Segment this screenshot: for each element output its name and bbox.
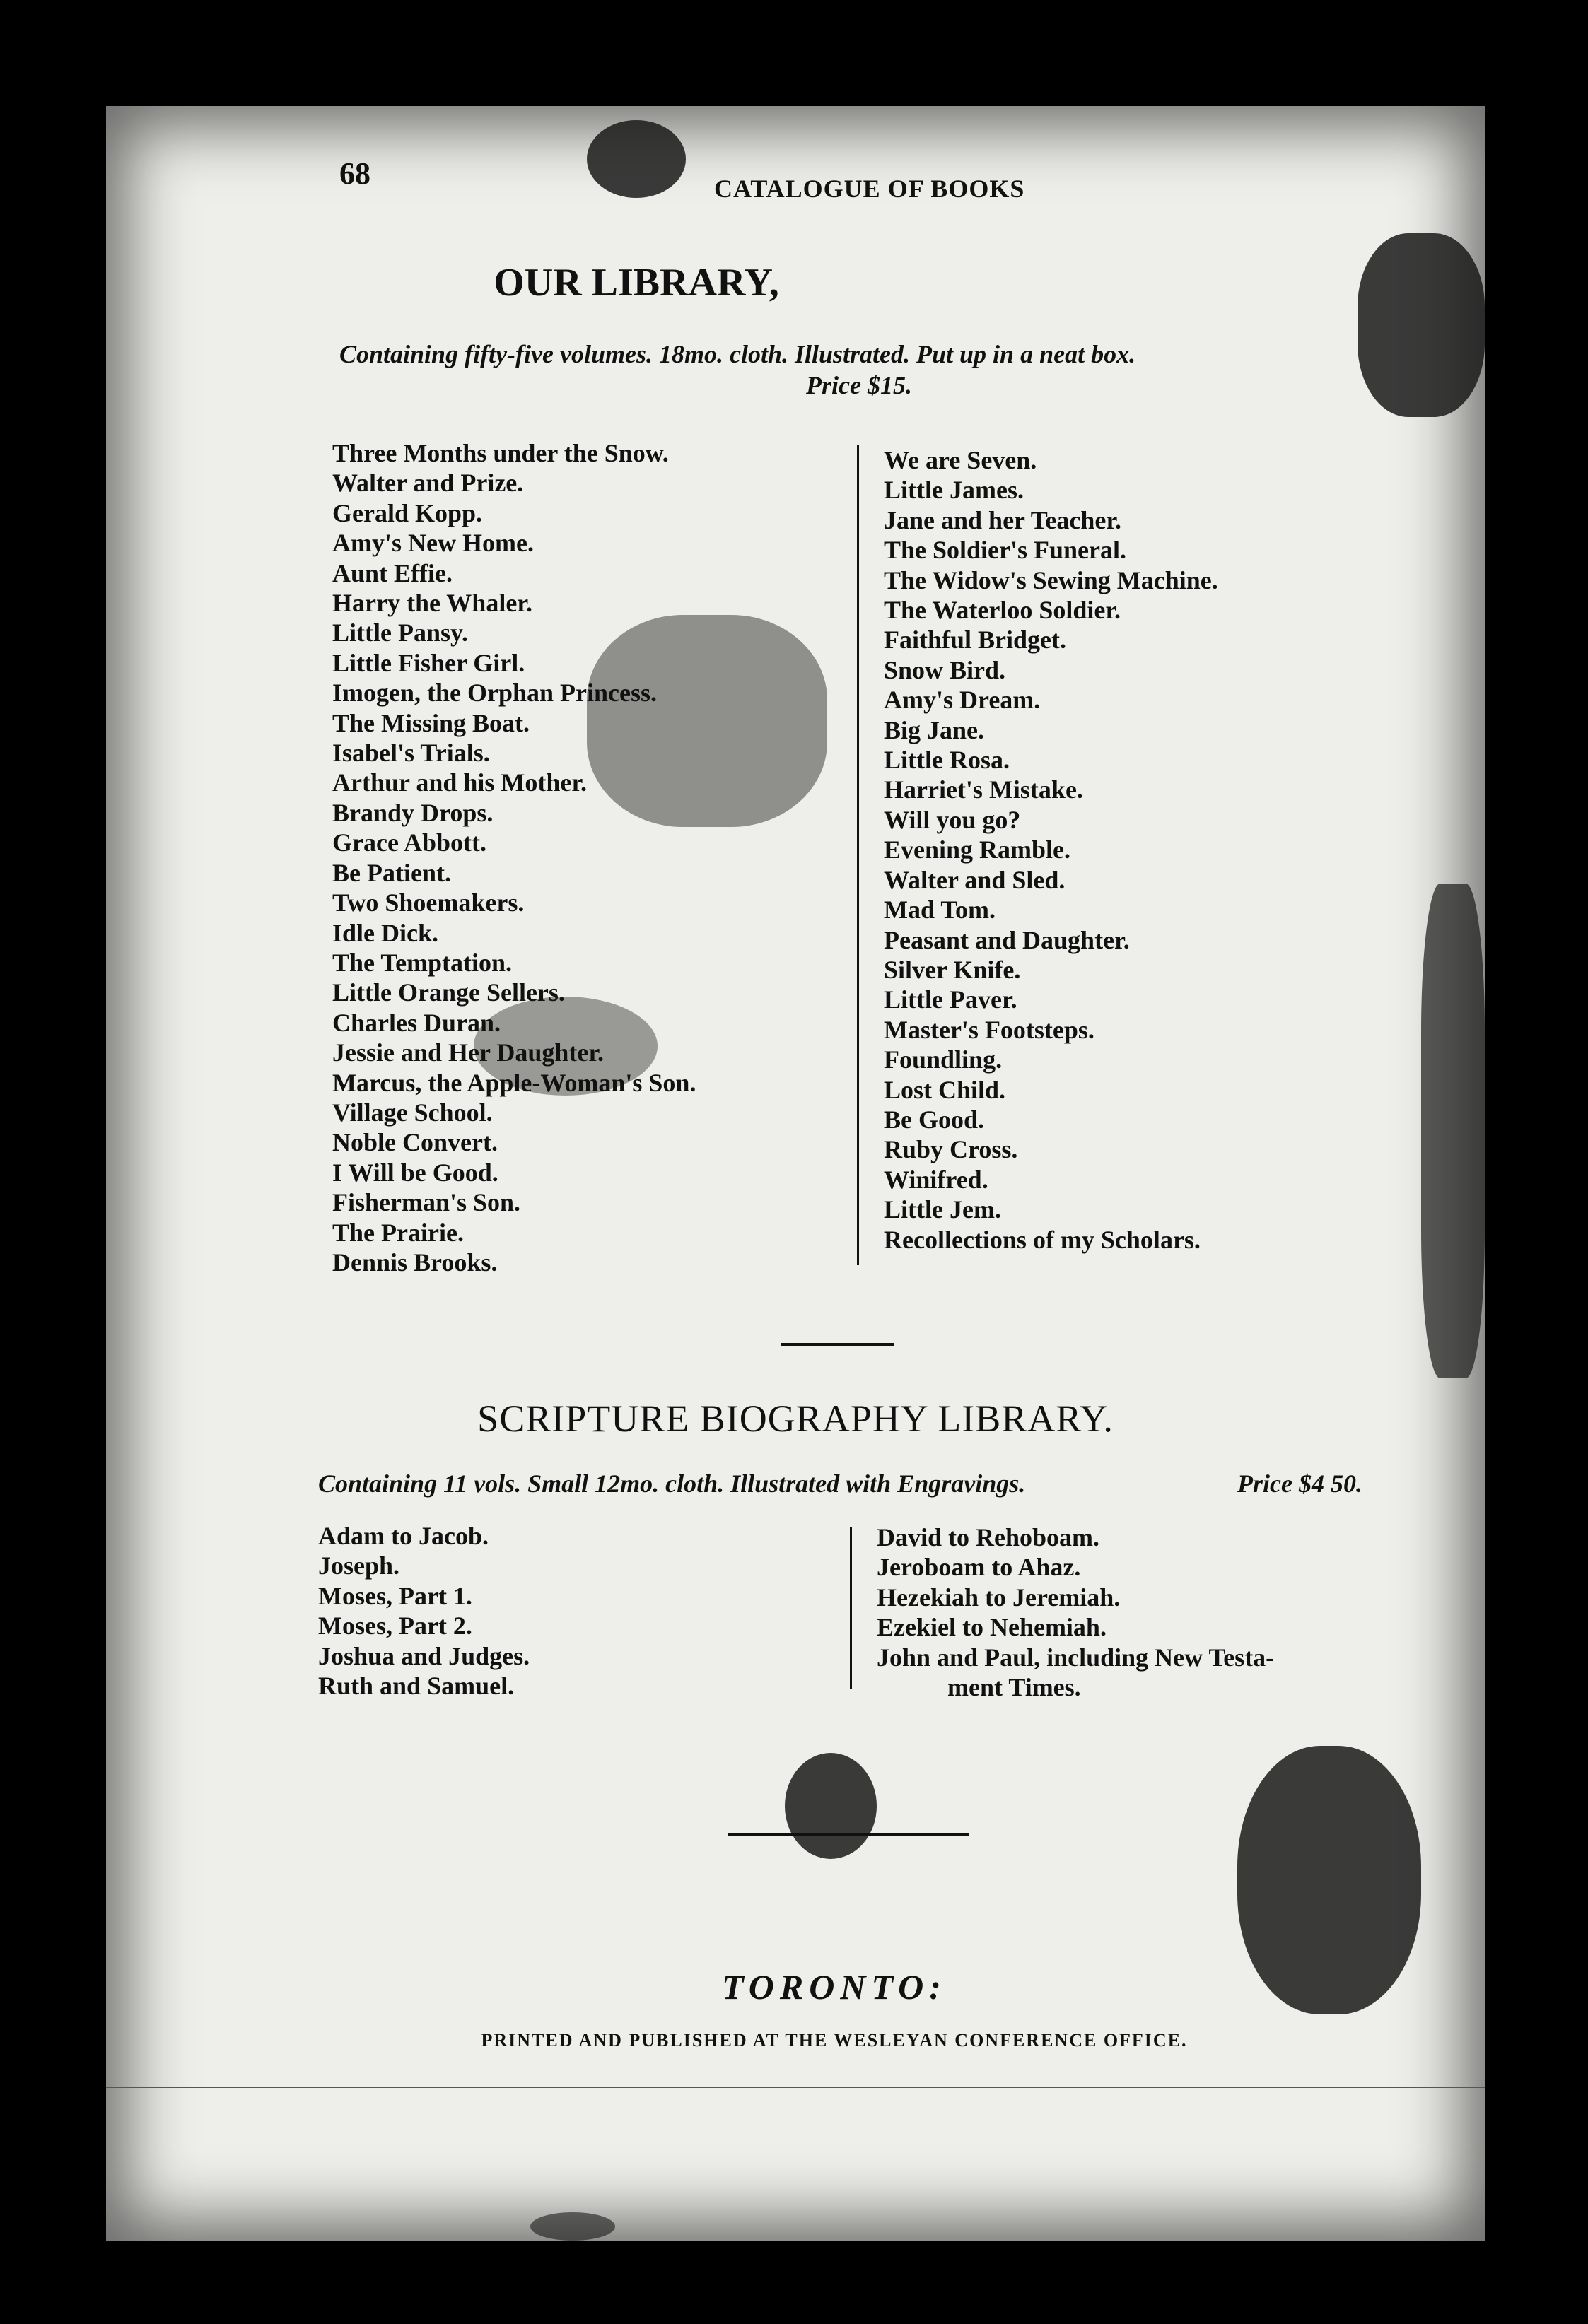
scripture-library-description: Containing 11 vols. Small 12mo. cloth. Illustrated with Engravings. (318, 1469, 1026, 1498)
list-item: Adam to Jacob. (318, 1522, 489, 1550)
our-library-title: OUR LIBRARY, (494, 261, 779, 305)
list-item: Snow Bird. (884, 655, 1006, 684)
imprint-line: PRINTED AND PUBLISHED AT THE WESLEYAN CONFERENCE OFFICE. (481, 2030, 1188, 2050)
list-item: Big Jane. (884, 715, 985, 744)
list-item: Little James. (884, 476, 1024, 505)
list-item: Evening Ramble. (884, 835, 1071, 864)
list-item: Charles Duran. (332, 1008, 501, 1037)
list-item: Aunt Effie. (332, 558, 453, 587)
list-item: Amy's Dream. (884, 686, 1041, 715)
section-divider (781, 1343, 894, 1346)
scripture-right-list (877, 1522, 1274, 1702)
list-item: Little Rosa. (884, 746, 1010, 775)
list-item: Master's Footsteps. (884, 1015, 1094, 1044)
list-item: Joseph. (318, 1551, 400, 1580)
list-item: Marcus, the Apple-Woman's Son. (332, 1068, 696, 1097)
list-item: Lost Child. (884, 1075, 1006, 1104)
list-item: Faithful Bridget. (884, 626, 1066, 655)
list-item: We are Seven. (884, 446, 1037, 474)
list-item: Harriet's Mistake. (884, 775, 1083, 804)
list-item: Gerald Kopp. (332, 498, 483, 527)
list-item: Fisherman's Son. (332, 1188, 521, 1217)
imprint-city: TORONTO: (722, 1967, 947, 2007)
list-item: Recollections of my Scholars. (884, 1225, 1201, 1254)
scripture-library-price: Price $4 50. (1237, 1469, 1362, 1498)
list-item: Ruby Cross. (884, 1135, 1018, 1164)
list-item: Little Paver. (884, 985, 1017, 1014)
section-divider (728, 1833, 969, 1836)
list-item: ment Times. (947, 1673, 1081, 1702)
list-item: Noble Convert. (332, 1128, 498, 1157)
scripture-library-title: SCRIPTURE BIOGRAPHY LIBRARY. (477, 1397, 1114, 1440)
our-library-right-list (884, 445, 1218, 1255)
list-item: Grace Abbott. (332, 828, 486, 857)
scripture-left-list (318, 1521, 530, 1701)
list-item: Idle Dick. (332, 918, 439, 947)
list-item: Joshua and Judges. (318, 1641, 530, 1670)
list-item: Imogen, the Orphan Princess. (332, 679, 657, 708)
list-item: Dennis Brooks. (332, 1248, 498, 1277)
list-item: Harry the Whaler. (332, 589, 532, 618)
list-item: Hezekiah to Jeremiah. (877, 1583, 1121, 1612)
list-item: The Widow's Sewing Machine. (884, 565, 1218, 594)
list-item: The Soldier's Funeral. (884, 536, 1127, 565)
list-item: Two Shoemakers. (332, 888, 525, 917)
list-item: Little Fisher Girl. (332, 648, 525, 677)
list-item: Arthur and his Mother. (332, 768, 588, 797)
list-item: Little Jem. (884, 1195, 1001, 1224)
list-item: Walter and Prize. (332, 469, 524, 498)
list-item: Ruth and Samuel. (318, 1672, 515, 1701)
list-item: The Missing Boat. (332, 708, 530, 737)
our-library-left-list (332, 438, 696, 1277)
our-library-price: Price $15. (806, 371, 912, 399)
list-item: Silver Knife. (884, 955, 1021, 984)
list-item: Peasant and Daughter. (884, 925, 1130, 954)
list-item: Three Months under the Snow. (332, 439, 669, 467)
list-item: Will you go? (884, 805, 1021, 834)
page-number: 68 (339, 156, 370, 191)
list-item: Winifred. (884, 1165, 988, 1194)
bottom-rule (106, 2087, 1485, 2088)
column-divider (850, 1527, 852, 1689)
list-item: The Prairie. (332, 1218, 464, 1247)
list-item: Foundling. (884, 1045, 1003, 1074)
list-item: The Waterloo Soldier. (884, 596, 1121, 625)
list-item: Be Good. (884, 1105, 985, 1134)
list-item: David to Rehoboam. (877, 1523, 1100, 1551)
list-item: Little Orange Sellers. (332, 978, 565, 1007)
list-item: Amy's New Home. (332, 529, 534, 558)
list-item: Walter and Sled. (884, 865, 1066, 894)
running-title: CATALOGUE OF BOOKS (714, 175, 1025, 203)
list-item: Moses, Part 1. (318, 1581, 472, 1610)
list-item: Jeroboam to Ahaz. (877, 1553, 1081, 1582)
our-library-description: Containing fifty-five volumes. 18mo. cloth. Illustrated. Put up in a neat box. (339, 340, 1136, 368)
list-item: Jane and her Teacher. (884, 505, 1122, 534)
list-item: Moses, Part 2. (318, 1612, 472, 1641)
list-item: Be Patient. (332, 858, 451, 887)
list-item: Ezekiel to Nehemiah. (877, 1613, 1107, 1642)
list-item: Isabel's Trials. (332, 739, 490, 768)
list-item: Little Pansy. (332, 618, 469, 647)
list-item: Brandy Drops. (332, 798, 494, 827)
list-item: John and Paul, including New Testa- (877, 1643, 1275, 1672)
column-divider (857, 445, 859, 1265)
list-item: The Temptation. (332, 948, 513, 977)
list-item: Jessie and Her Daughter. (332, 1038, 605, 1067)
list-item: Mad Tom. (884, 896, 996, 925)
catalogue-page (106, 106, 1485, 2241)
list-item: I Will be Good. (332, 1158, 498, 1187)
list-item: Village School. (332, 1098, 493, 1127)
